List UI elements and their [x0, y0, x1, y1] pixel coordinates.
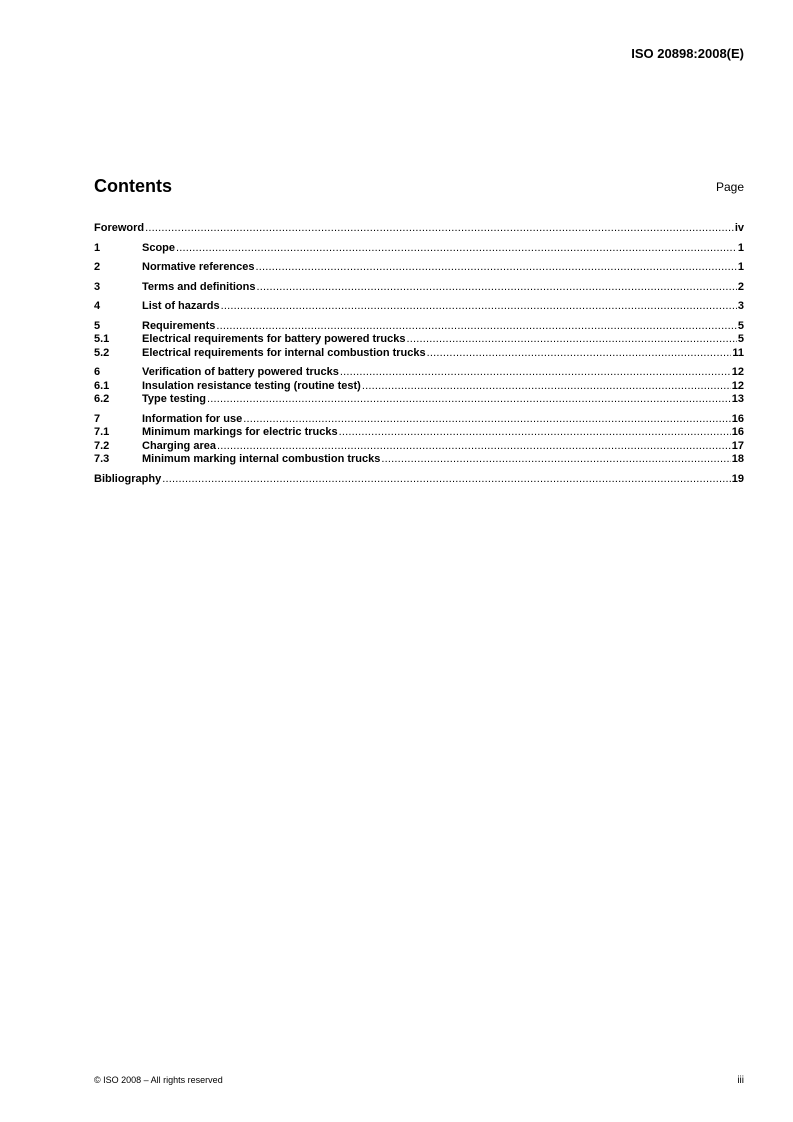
toc-entry-label: Terms and definitions	[142, 280, 256, 293]
toc-title: Contents	[94, 176, 172, 196]
toc-dot-leader	[221, 300, 737, 314]
toc-entry-page: 11	[732, 346, 744, 359]
toc-dot-leader	[216, 320, 737, 334]
toc-entry-number: 5.1	[94, 333, 110, 345]
toc-entry-page: 19	[731, 472, 744, 485]
toc-dot-leader	[340, 366, 731, 380]
toc-entry-label: Foreword	[94, 222, 145, 234]
toc-entry-label: Requirements	[142, 319, 216, 332]
toc-entry-number: 6.2	[94, 393, 110, 405]
toc-entry-label: Bibliography	[94, 472, 162, 485]
toc-entry[interactable]	[94, 320, 744, 334]
toc-entry-page: 16	[731, 426, 744, 438]
toc-dot-leader	[145, 222, 734, 236]
toc-entry-page: 2	[737, 280, 744, 293]
toc-entry[interactable]	[94, 366, 744, 380]
toc-dot-leader	[406, 333, 736, 347]
toc-entry-page: 1	[737, 241, 744, 254]
footer-page-number: iii	[737, 1075, 744, 1086]
toc-dot-leader	[256, 281, 736, 295]
toc-entry-page: 1	[737, 261, 744, 273]
toc-entry-number: 7	[94, 412, 101, 425]
toc-entry-label: Minimum markings for electric trucks	[142, 426, 338, 438]
toc-entry-label: Type testing	[142, 393, 206, 405]
toc-entry-number: 4	[94, 300, 101, 312]
toc-entry[interactable]	[94, 222, 744, 236]
toc-entry-label: Normative references	[142, 261, 255, 273]
toc-entry-label: Scope	[142, 241, 176, 254]
toc-entry-number: 5.2	[94, 346, 110, 359]
toc-entry-page: 18	[731, 453, 744, 465]
toc-dot-leader	[176, 242, 737, 256]
toc-entry[interactable]	[94, 380, 744, 394]
toc-entry[interactable]	[94, 426, 744, 440]
toc-entry[interactable]	[94, 242, 744, 256]
toc-entry[interactable]	[94, 300, 744, 314]
toc-entry-number: 5	[94, 319, 101, 332]
toc-entry-label: Insulation resistance testing (routine test)	[142, 379, 361, 392]
toc-dot-leader	[243, 413, 731, 427]
toc-dot-leader	[381, 453, 730, 467]
footer-copyright: © ISO 2008 – All rights reserved	[94, 1075, 223, 1085]
toc-entry-label: Information for use	[142, 412, 243, 425]
toc-entry-page: 5	[737, 319, 744, 332]
toc-entry[interactable]	[94, 453, 744, 467]
toc-entry-label: Charging area	[142, 439, 216, 452]
toc-entry-label: Verification of battery powered trucks	[142, 366, 339, 378]
toc-entry-page: 3	[737, 300, 744, 312]
toc-dot-leader	[339, 426, 731, 440]
toc-entry[interactable]	[94, 473, 744, 487]
toc-entry-page: 13	[731, 393, 744, 405]
toc-entry-label: Electrical requirements for battery powered trucks	[142, 333, 406, 345]
toc-dot-leader	[427, 347, 732, 361]
toc-entry-page: 17	[731, 439, 744, 452]
toc-entry[interactable]	[94, 393, 744, 407]
toc-entry[interactable]	[94, 281, 744, 295]
toc-entry-page: 5	[737, 333, 744, 345]
toc-entry-number: 7.3	[94, 453, 110, 465]
toc-dot-leader	[162, 473, 731, 487]
toc-entry-page: 12	[731, 366, 744, 378]
toc-entry-label: Minimum marking internal combustion trucks	[142, 453, 381, 465]
toc-entry-number: 6.1	[94, 379, 110, 392]
toc-entry-number: 7.2	[94, 439, 110, 452]
toc-entry-page: 12	[731, 379, 744, 392]
toc-dot-leader	[362, 380, 731, 394]
toc-entry[interactable]	[94, 440, 744, 454]
toc-entry-number: 6	[94, 366, 101, 378]
toc-dot-leader	[207, 393, 731, 407]
document-identifier: ISO 20898:2008(E)	[631, 46, 744, 61]
toc-entry[interactable]	[94, 261, 744, 275]
toc-entry[interactable]	[94, 333, 744, 347]
toc-entry-number: 7.1	[94, 426, 110, 438]
toc-entry-number: 2	[94, 261, 101, 273]
toc-dot-leader	[256, 261, 737, 275]
toc-dot-leader	[217, 440, 731, 454]
toc-entry[interactable]	[94, 347, 744, 361]
toc-entry-number: 1	[94, 241, 101, 254]
toc-entry-number: 3	[94, 280, 101, 293]
table-of-contents	[94, 222, 744, 486]
toc-entry-label: Electrical requirements for internal combustion trucks	[142, 346, 426, 359]
toc-entry-page: 16	[731, 412, 744, 425]
toc-entry-label: List of hazards	[142, 300, 220, 312]
toc-entry-page: iv	[734, 222, 744, 234]
page-column-label: Page	[715, 180, 744, 194]
toc-entry[interactable]	[94, 413, 744, 427]
